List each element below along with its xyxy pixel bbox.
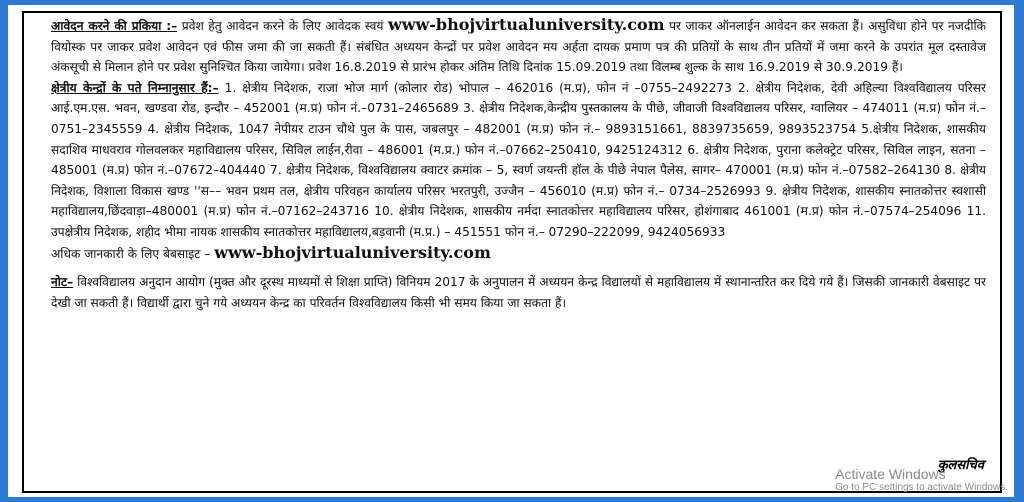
regional-centres-heading: क्षेत्रीय केन्द्रों के पते निम्नानुसार हैं:– — [51, 80, 219, 95]
notice-content — [51, 15, 986, 313]
activate-windows-watermark — [835, 466, 1008, 493]
note-heading: नोट– — [51, 275, 74, 290]
more-info-url[interactable]: www-bhojvirtualuniversity.com — [214, 242, 491, 262]
admission-text-a: प्रवेश हेतु आवेदन करने के लिए आवेदक स्वयं — [177, 19, 388, 33]
watermark-title: Activate Windows — [835, 466, 946, 482]
registrar-signature: कुलसचिव — [937, 458, 984, 473]
regional-centres-paragraph — [51, 78, 986, 243]
more-info-text: अधिक जानकारी के लिए बेबसाइट – — [51, 246, 215, 261]
website-url[interactable]: www-bhojvirtualuniversity.com — [387, 15, 665, 34]
regional-centres-text: 1. क्षेत्रीय निदेशक, राजा भोज मार्ग (कोलार रोड) भोपाल – 462016 (म.प्र), फोन नं –0755–2492273 2. क्षेत्रीय निदेशक, देवी अहिल्या विश्वविद्यालय परिसर आई.एम.एस. भवन, खण्डवा रोड, इन्दौर – 452001 (म.प्र) फोन नं.–0731–2465689 3. क्षेत्रीय निदेशक,केन्द्रीय पुस्तकालय के पीछे, जीवाजी विश्वविद्यालय परिसर, ग्वालियर – 474011 (म.प्र) फोन नं.–0751–2345559 4. क्षेत्रीय निदेशक, 1047 नेपीयर टाउन चौथे पुल के पास, जबलपुर – 482001 (म.प्र) फोन नं.– 9893151661, 8839735659, 9893523754 5.क्षेत्रीय निदेशक, शासकीय सदाशिव माधवराव गोलवलकर महाविद्यालय परिसर, सिविल लाईन,रीवा – 486001 (म.प्र.) फोन नं.–07662–250410, 9425124312 6. क्षेत्रीय निदेशक, पुराना कलेक्ट्रेट परिसर, सिविल लाइन, सतना – 485001 (म.प्र) फोन नं.–07672–404440 7. क्षेत्रीय निदेशक, विश्वविद्यालय क्वाटर क्रमांक – 5, स्वर्ण जयन्ती हॉल के पीछे नेपाल पैलेस, सागर– 470001 (म.प्र) फोन नं.–07582–264130 8. क्षेत्रीय निदेशक, विशाला विकास खण्ड ''स–– भवन प्रथम तल, क्षेत्रीय परिवहन कार्यालय परिसर भरतपुरी, उज्जैन – 456010 (म.प्र) फोन नं.– 0734–2526993 9. क्षेत्रीय निदेशक, शासकीय स्नातकोत्तर स्वशासी महाविद्यालय,छिंदवाड़ा–480001 (म.प्र) फोन नं.–07162–243716 10. क्षेत्रीय निदेशक, शासकीय नर्मदा स्नातकोत्तर महाविद्यालय परिसर, होशंगाबाद 461001 (म.प्र) फोन नं.–07574–254096 11. उपक्षेत्रीय निदेशक, शहीद भीमा नायक शासकीय स्नातकोत्तर महाविद्यालय,बड़वानी (म.प्र.) – 451551 फोन नं.– 07290–222099, 9424056933 — [51, 80, 987, 239]
admission-process-paragraph — [51, 15, 986, 78]
note-paragraph — [51, 272, 986, 313]
watermark-subtitle: Go to PC settings to activate Windows. — [835, 482, 1008, 493]
note-text: विश्वविद्यालय अनुदान आयोग (मुक्त और दूरस्थ माध्यमों से शिक्षा प्राप्ति) विनियम 2017 के अनुपालन में अध्ययन केन्द्र विद्यालयों से महाविद्यालय में स्थानान्तरित कर दिये गये हैं। जिसकी जानकारी वेबसाइट पर देखी जा सकती हैं। विद्यार्थी द्वारा चुने गये अध्ययन केन्द्र का परिवर्तन विश्वविद्यालय किसी भी समय किया जा सकता हैं। — [51, 275, 986, 310]
admission-text-b: पर जाकर ऑनलाईन आवेदन कर सकता हैं। असुविधा होने पर नजदीकि वियोस्क पर जाकर प्रवेश आवेदन एवं फीस जमा की जा सकती हैं। संबंधित अध्ययन केन्द्रों पर प्रवेश आवेदन मय अर्हता दायक प्रमाण पत्र की प्रतियों के साथ तीन प्रतियों में जमा करने के उपरांत मूल दस्तावेज अंकसूची से मिलान होने पर प्रवेश सुनिश्चित किया जायेगा। प्रवेश 16.8.2019 से प्रारंभ होकर अंतिम तिथि दिनांक 15.09.2019 तथा विलम्ब शुल्क के साथ 16.9.2019 से 30.9.2019 हैं। — [51, 19, 986, 75]
admission-process-heading: आवेदन करने की प्रकिया :– — [51, 19, 178, 33]
spacer — [51, 264, 986, 272]
more-info-paragraph — [51, 243, 986, 265]
notice-sheet — [8, 5, 1014, 497]
